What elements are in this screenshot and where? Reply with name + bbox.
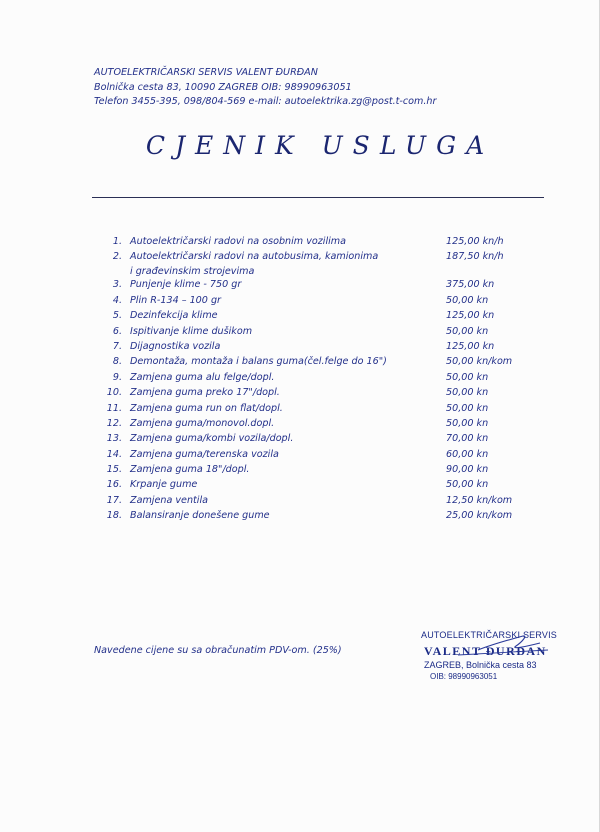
item-number: 2. [112, 251, 122, 263]
price-list-row [100, 418, 540, 433]
price-list-row [100, 372, 540, 387]
item-description: Plin R-134 – 100 gr [130, 294, 221, 306]
item-price: 50,00 kn [446, 479, 489, 491]
item-number: 16. [106, 479, 122, 491]
item-description: Zamjena guma run on flat/dopl. [130, 402, 283, 414]
item-price: 125,00 kn [446, 340, 495, 352]
item-description: Zamjena guma/monovol.dopl. [130, 417, 275, 429]
item-number: 12. [106, 417, 122, 429]
page-title: CJENIK USLUGA [145, 131, 495, 160]
item-number: 13. [106, 433, 122, 445]
item-price: 50,00 kn [446, 417, 489, 429]
price-list-row [100, 464, 540, 479]
price-list-row [100, 403, 540, 418]
stamp-line-owner: VALENT ĐURĐAN [424, 644, 547, 658]
item-description-continued: i građevinskim strojevima [130, 266, 255, 278]
stamp-line-oib: OIB: 98990963051 [430, 672, 498, 681]
price-list-row [100, 279, 540, 294]
item-description: Zamjena guma preko 17"/dopl. [130, 387, 280, 399]
price-list-row [100, 236, 540, 251]
price-list-row [100, 433, 540, 448]
item-number: 1. [112, 236, 122, 247]
item-price: 125,00 kn/h [446, 236, 504, 247]
item-description: Autoelektričarski radovi na osobnim vozilima [130, 236, 346, 247]
price-list [100, 236, 540, 526]
item-price: 90,00 kn [446, 464, 489, 476]
item-number: 14. [106, 448, 122, 460]
item-description: Ispitivanje klime dušikom [130, 325, 253, 337]
item-description: Balansiranje donešene gume [130, 510, 270, 522]
price-list-row [100, 310, 540, 325]
item-price: 60,00 kn [446, 448, 489, 460]
title-divider [92, 197, 544, 198]
item-price: 70,00 kn [446, 433, 489, 445]
signature-scribble [418, 630, 568, 686]
item-price: 50,00 kn [446, 387, 489, 399]
item-price: 50,00 kn [446, 402, 489, 414]
item-number: 15. [106, 464, 122, 476]
company-address: Bolnička cesta 83, 10090 ZAGREB OIB: 98990963051 [94, 81, 352, 93]
item-number: 10. [106, 387, 122, 399]
item-description: Autoelektričarski radovi na autobusima, kamionima [130, 251, 379, 263]
item-price: 50,00 kn/kom [446, 356, 513, 368]
price-list-row [100, 356, 540, 371]
item-price: 50,00 kn [446, 371, 489, 383]
item-description: Zamjena guma alu felge/dopl. [130, 371, 275, 383]
item-description: Dijagnostika vozila [130, 340, 221, 352]
item-number: 5. [112, 310, 122, 322]
item-price: 50,00 kn [446, 325, 489, 337]
item-description: Zamjena guma 18"/dopl. [130, 464, 250, 476]
item-description: Zamjena guma/kombi vozila/dopl. [130, 433, 294, 445]
item-number: 7. [112, 340, 122, 352]
item-number: 3. [112, 279, 122, 291]
price-list-row [100, 449, 540, 464]
item-number: 17. [106, 494, 122, 506]
company-stamp [418, 630, 568, 686]
item-description: Dezinfekcija klime [130, 310, 218, 322]
item-price: 12,50 kn/kom [446, 494, 513, 506]
item-price: 187,50 kn/h [446, 251, 504, 263]
item-price: 125,00 kn [446, 310, 495, 322]
item-description: Krpanje gume [130, 479, 198, 491]
item-number: 4. [112, 294, 122, 306]
price-list-row [100, 387, 540, 402]
item-number: 11. [106, 402, 122, 414]
item-description: Zamjena guma/terenska vozila [130, 448, 279, 460]
vat-note: Navedene cijene su sa obračunatim PDV-om. (25%) [94, 645, 342, 656]
price-list-row [100, 341, 540, 356]
item-price: 50,00 kn [446, 294, 489, 306]
item-description: Demontaža, montaža i balans guma(čel.felge do 16") [130, 356, 387, 368]
company-contact: Telefon 3455-395, 098/804-569 e-mail: autoelektrika.zg@post.t-com.hr [94, 96, 437, 107]
item-price: 25,00 kn/kom [446, 510, 513, 522]
price-list-row [100, 479, 540, 494]
price-list-row [100, 295, 540, 310]
price-list-row [100, 251, 540, 279]
company-header [94, 66, 436, 110]
item-number: 18. [106, 510, 122, 522]
stamp-line-address: ZAGREB, Bolnička cesta 83 [424, 660, 537, 670]
stamp-line-company: AUTOELEKTRIČARSKI SERVIS [421, 630, 558, 640]
item-number: 9. [112, 371, 122, 383]
price-list-row [100, 495, 540, 510]
price-list-row [100, 510, 540, 525]
company-name: AUTOELEKTRIČARSKI SERVIS VALENT ĐURĐAN [94, 67, 318, 78]
price-list-row [100, 326, 540, 341]
item-description: Punjenje klime - 750 gr [130, 279, 242, 291]
item-number: 8. [112, 356, 122, 368]
item-price: 375,00 kn [446, 279, 495, 291]
item-description: Zamjena ventila [130, 494, 209, 506]
item-number: 6. [112, 325, 122, 337]
